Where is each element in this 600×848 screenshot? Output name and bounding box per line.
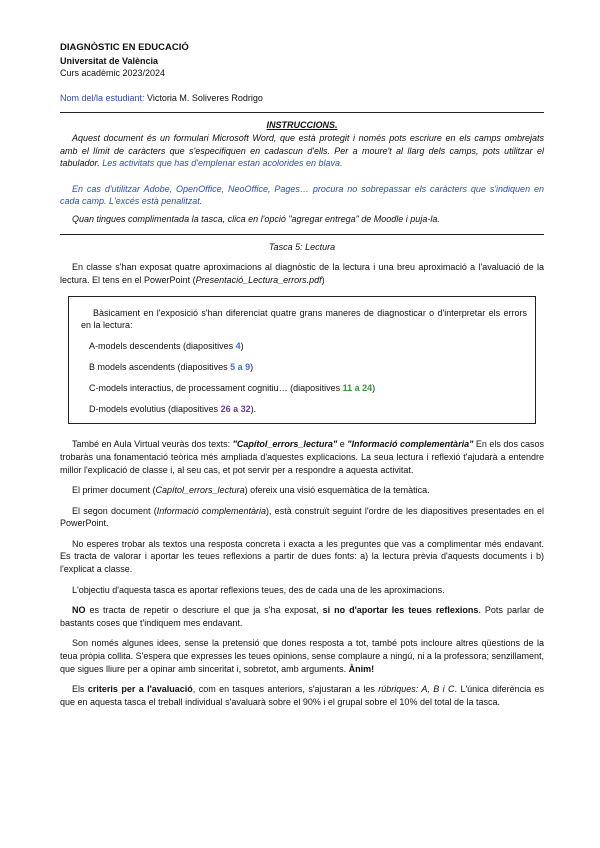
crit-rubrics: rúbriques: A, B i C — [378, 684, 455, 695]
model-b-end: ) — [250, 362, 254, 373]
paragraph-second-document — [60, 505, 544, 530]
model-a-text: A-models descendents (diapositives — [89, 341, 236, 352]
model-b-slides: 5 a 9 — [230, 362, 251, 373]
no-text-a: es tracta de repetir o descriure el que ja s'ha exposat, — [85, 605, 323, 616]
paragraph-objectiu: L'objectiu d'aquesta tasca es aportar reflexions teues, des de cada una de les aproximacions. — [72, 584, 445, 595]
instructions-title: INSTRUCCIONS. — [266, 120, 338, 131]
document-header-title: DIAGNÒSTIC EN EDUCACIÓ — [60, 42, 189, 53]
model-d-end: ). — [250, 404, 257, 415]
aula-text-b: En els dos casos trobaràs una fonamentació teòrica més ampliada d'aquestes explicacions. La seua lectura i reflexió t'ajudarà a entendre millor l'explicació de classe i, al seu cas, et pot servir per a respondre a aquesta activitat. — [60, 439, 544, 475]
university-name: Universitat de València — [60, 55, 159, 66]
model-c-text: C-models interactius, de processament cognitiu… (diapositives — [89, 383, 343, 394]
instructions-paragraph-2 — [60, 183, 544, 208]
second-doc-text-a: El segon document ( — [72, 505, 157, 516]
aula-text-a: També en Aula Virtual veuràs dos texts: — [72, 439, 233, 450]
divider — [60, 112, 544, 113]
document-page — [60, 42, 544, 713]
first-doc-text-b: ) ofereix una visió esquemàtica de la temàtica. — [244, 485, 430, 496]
paragraph-no-esperes: No esperes trobar als textos una resposta concreta i exacta a les preguntes que vas a complimentar més endavant. Es tracta de valorar i aportar les teues reflexions a partir de dues fonts: a) la lectura prèvia d'aquests documents i b) l'explicat a classe. — [60, 538, 544, 575]
model-item-d — [89, 403, 527, 415]
second-doc-text-b: ), està construït seguint l'ordre de les diapositives presentades en el PowerPoint. — [60, 505, 545, 529]
paragraph-criteris — [60, 683, 544, 708]
instructions-text-2-blue: En cas d'utilitzar Adobe, OpenOffice, NeoOffice, Pages… procura no sobrepassar els caràcters que s'indiquen en cada camp. L'excés està penalitzat. — [60, 183, 544, 207]
task-intro-file: Presentació_Lectura_errors.pdf — [195, 274, 322, 285]
model-item-b — [89, 361, 527, 373]
model-c-slides: 11 a 24 — [342, 383, 373, 394]
student-label: Nom del/la estudiant: — [60, 92, 145, 103]
aula-doc-1: "Capítol_errors_lectura" — [232, 439, 338, 450]
instructions-text-1-blue: Les activitats que has d'emplenar estan acolorides en blava. — [99, 158, 343, 169]
first-doc-text-a: El primer document ( — [72, 485, 156, 496]
model-item-c — [89, 382, 527, 394]
idees-text: Son només algunes idees, sense la pretensió que dones resposta a tot, també pots incloure altres qüestions de la teua pròpia collita. S'espera que expresses les teues opinions, sense complaure a ningú, ni a la professora; senzillament, que sigues lliure per a opinar amb sinceritat i, sobretot, amb arguments. — [60, 638, 544, 674]
model-d-text: D-models evolutius (diapositives — [89, 404, 221, 415]
instructions-paragraph-3: Quan tingues complimentada la tasca, clica en l'opció "agregar entrega" de Moodle i puja-la. — [72, 213, 440, 224]
idees-anim: Ànim! — [348, 663, 375, 674]
no-emphasis-2: si no d'aportar les teues reflexions — [322, 605, 479, 616]
crit-text-c: , com en tasques anteriors, s'ajustaran a les — [192, 684, 379, 695]
model-b-text: B models ascendents (diapositives — [89, 362, 231, 373]
student-line — [60, 92, 544, 105]
instructions-text-1: Aquest document és un formulari Microsoft Word, que està protegit i només pots escriure en els camps ombrejats amb el límit de caràcters que s'especifiquen en cadascun d'ells. Per a moure't al llarg dels camps, pots utilitzar el tabulador. — [60, 132, 544, 169]
academic-year: Curs acadèmic 2023/2024 — [60, 68, 166, 79]
task-intro-text: En classe s'han exposat quatre aproximacions al diagnòstic de la lectura i una breu aproximació a l'avaluació de la lectura. El tens en el PowerPoint ( — [60, 262, 544, 285]
paragraph-aula-virtual — [60, 438, 544, 476]
crit-text-d: . L'única diferència es que en aquesta tasca el treball individual s'avaluarà sobre el 90% i el grupal sobre el 10% del total de la tasca. — [60, 684, 544, 707]
aula-doc-2: "Informació complementària" — [347, 439, 474, 450]
crit-bold: criteris per a l'avaluació — [87, 684, 193, 695]
crit-text-a: Els — [72, 684, 88, 695]
model-c-end: ) — [372, 383, 376, 394]
aula-text-mid: e — [337, 439, 348, 450]
second-doc-name: Informació complementària — [156, 505, 266, 516]
first-doc-name: Capítol_errors_lectura — [155, 485, 245, 496]
model-a-end: ) — [240, 341, 244, 352]
models-box-intro: Bàsicament en l'exposició s'han diferenciat quatre grans maneres de diagnosticar o d'interpretar els errors en la lectura: — [81, 308, 527, 331]
task-title: Tasca 5: Lectura — [268, 241, 336, 252]
models-box — [68, 296, 536, 424]
model-d-slides: 26 a 32 — [220, 404, 251, 415]
no-text-c: . Pots parlar de bastants coses que t'indiquem mes endavant. — [60, 605, 544, 628]
model-a-slides: 4 — [235, 341, 241, 352]
task-intro-end: ) — [321, 274, 325, 285]
student-name-field[interactable]: Victoria M. Soliveres Rodrigo — [144, 92, 263, 103]
no-emphasis: NO — [72, 605, 86, 616]
task-intro — [60, 261, 544, 286]
instructions-paragraph-1 — [60, 132, 544, 170]
model-item-a — [89, 340, 527, 352]
paragraph-first-document — [60, 484, 544, 497]
paragraph-no-repetir — [60, 604, 544, 629]
divider — [60, 234, 544, 235]
paragraph-idees — [60, 637, 544, 675]
